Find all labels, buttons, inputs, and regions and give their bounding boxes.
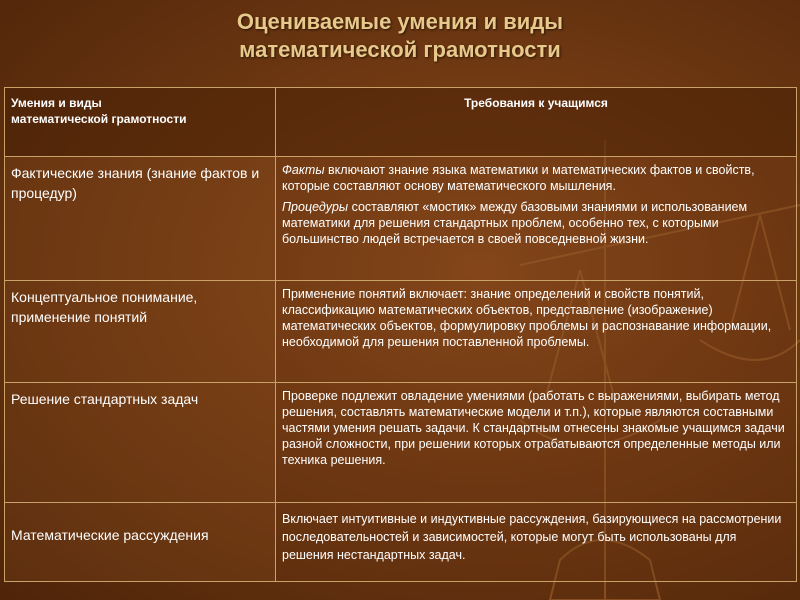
slide-title xyxy=(0,8,800,64)
skill-cell xyxy=(5,383,276,503)
table-row xyxy=(5,383,797,503)
header-skills xyxy=(5,88,276,157)
table-row xyxy=(5,157,797,281)
skill-label: Концептуальное понимание, применение понятий xyxy=(11,289,198,325)
table-row xyxy=(5,503,797,582)
requirement-text: Включает интуитивные и индуктивные рассуждения, базирующиеся на рассмотрении последовательностей и зависимостей, которые могут быть использованы для решения нестандартных задач. xyxy=(282,512,782,562)
procedures-text: составляют «мостик» между базовыми знаниями и использованием математики для решения стандартных проблем, особенно тех, с которыми большинство людей встречается в своей повседневной жизни. xyxy=(282,200,748,246)
procedures-term: Процедуры xyxy=(282,200,349,214)
table-header-row xyxy=(5,88,797,157)
requirement-text: Применение понятий включает: знание определений и свойств понятий, классификацию математических объектов, представление (изображение) математических объектов, формулировку проблемы и распознавание информации, необходимой для решения поставленной проблемы. xyxy=(282,287,772,349)
skill-label: Фактические знания (знание фактов и процедур) xyxy=(11,165,260,201)
requirement-cell xyxy=(276,383,797,503)
facts-text: включают знание языка математики и математических фактов и свойств, которые составляют основу математического мышления. xyxy=(282,163,755,193)
requirement-cell xyxy=(276,281,797,383)
skill-label: Математические рассуждения xyxy=(11,527,209,543)
procedures-paragraph xyxy=(282,199,790,247)
skill-cell xyxy=(5,503,276,582)
skill-label: Решение стандартных задач xyxy=(11,391,199,407)
header-skills-line-2: математической грамотности xyxy=(11,112,187,126)
requirement-cell xyxy=(276,157,797,281)
requirement-cell xyxy=(276,503,797,582)
header-requirements-label: Требования к учащимся xyxy=(464,96,608,110)
header-skills-line-1: Умения и виды xyxy=(11,96,102,110)
facts-paragraph xyxy=(282,162,790,194)
skill-cell xyxy=(5,157,276,281)
facts-term: Факты xyxy=(282,163,325,177)
slide-title-line-2: математической грамотности xyxy=(239,37,561,62)
skills-table xyxy=(4,87,797,582)
table-row xyxy=(5,281,797,383)
requirement-text: Проверке подлежит овладение умениями (работать с выражениями, выбирать метод решения, составлять математические модели и т.п.), которые являются составными частями умения решать задачи. К стандартным отнесены знакомые учащимся задачи разной сложности, при решении которых отрабатываются определенные методы или техника решения. xyxy=(282,389,785,467)
slide-title-line-1: Оцениваемые умения и виды xyxy=(236,9,564,34)
header-requirements xyxy=(276,88,797,157)
skill-cell xyxy=(5,281,276,383)
